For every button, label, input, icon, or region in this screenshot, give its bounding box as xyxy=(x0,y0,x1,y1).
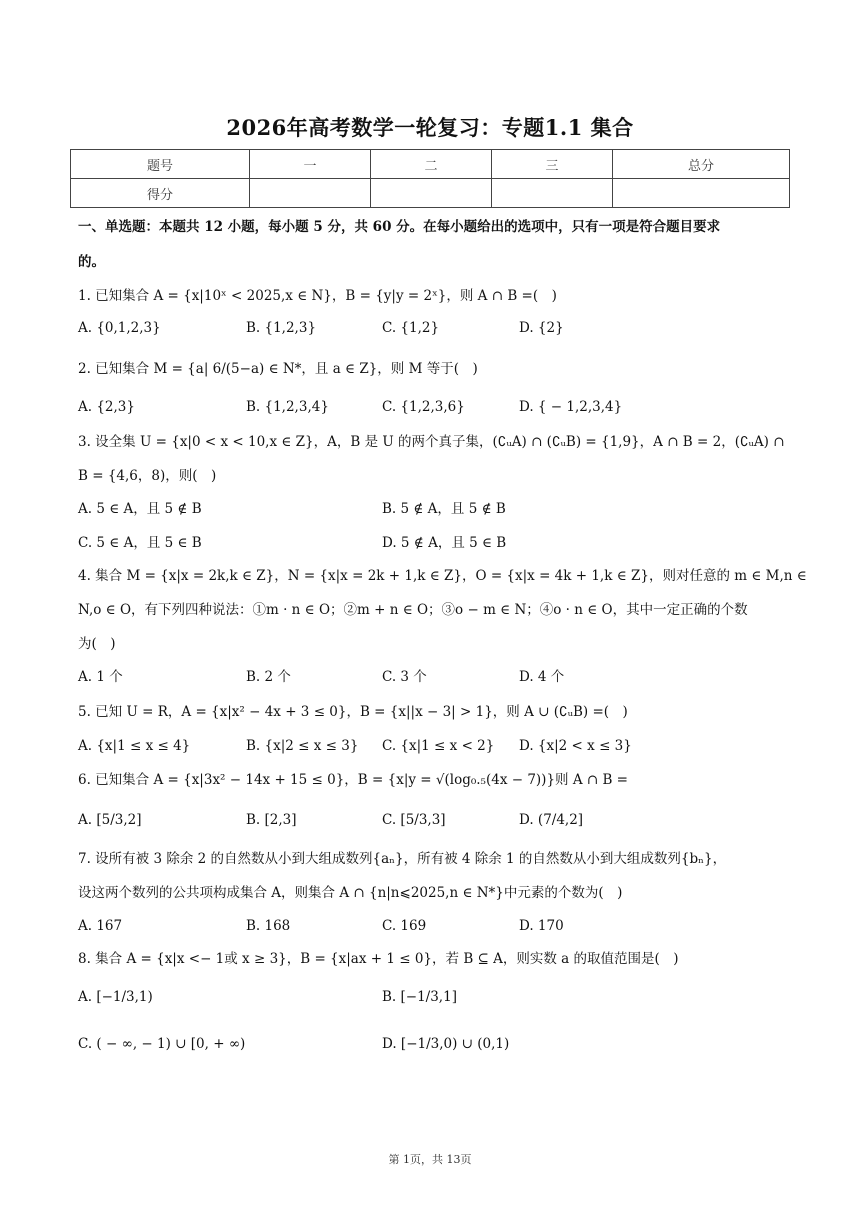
question-1-option-a: A. {0,1,2,3} xyxy=(78,320,161,336)
score-cell xyxy=(371,179,492,208)
question-7-option-a: A. 167 xyxy=(78,918,123,934)
question-3-stem-cont: B = {4,6，8)，则( ) xyxy=(78,468,217,484)
score-header-cell: 二 xyxy=(371,150,492,179)
question-5-option-b: B. {x|2 ≤ x ≤ 3} xyxy=(246,738,359,754)
question-1-option-d: D. {2} xyxy=(519,320,564,336)
question-3-option-d: D. 5 ∉ A，且 5 ∈ B xyxy=(382,535,507,551)
question-2-option-b: B. {1,2,3,4} xyxy=(246,399,329,415)
question-6-stem: 6. 已知集合 A = {x|3x² − 14x + 15 ≤ 0}，B = {x|y = √(log₀.₅(4x − 7))}则 A ∩ B = xyxy=(78,772,628,788)
question-2-option-a: A. {2,3} xyxy=(78,399,135,415)
score-row-label: 得分 xyxy=(71,179,250,208)
question-1-stem: 1. 已知集合 A = {x|10ˣ < 2025,x ∈ N}，B = {y|y = 2ˣ}，则 A ∩ B =( ) xyxy=(78,288,557,304)
question-7-stem: 7. 设所有被 3 除余 2 的自然数从小到大组成数列{aₙ}，所有被 4 除余 1 的自然数从小到大组成数列{bₙ}， xyxy=(78,851,727,867)
question-8-option-d: D. [−1/3,0) ∪ (0,1) xyxy=(382,1036,510,1052)
question-4-stem-cont: N,o ∈ O，有下列四种说法：①m · n ∈ O；②m + n ∈ O；③o − m ∈ N；④o · n ∈ O，其中一定正确的个数 xyxy=(78,602,748,618)
section-heading-cont: 的。 xyxy=(78,254,105,270)
question-4-stem: 4. 集合 M = {x|x = 2k,k ∈ Z}，N = {x|x = 2k + 1,k ∈ Z}，O = {x|x = 4k + 1,k ∈ Z}，则对任意的 m ∈ M,n ∈ xyxy=(78,568,807,584)
question-7-stem-cont: 设这两个数列的公共项构成集合 A，则集合 A ∩ {n|n⩽2025,n ∈ N*}中元素的个数为( ) xyxy=(78,885,623,901)
question-6-option-a: A. [5/3,2] xyxy=(78,812,142,828)
question-6-option-b: B. [2,3] xyxy=(246,812,297,828)
score-table xyxy=(70,149,790,208)
score-header-cell: 一 xyxy=(250,150,371,179)
question-6-option-d: D. (7/4,2] xyxy=(519,812,584,828)
question-7-option-b: B. 168 xyxy=(246,918,291,934)
question-2-option-c: C. {1,2,3,6} xyxy=(382,399,465,415)
question-3-option-a: A. 5 ∈ A，且 5 ∉ B xyxy=(78,501,202,517)
question-5-option-c: C. {x|1 ≤ x < 2} xyxy=(382,738,495,754)
question-7-option-d: D. 170 xyxy=(519,918,564,934)
question-1-option-b: B. {1,2,3} xyxy=(246,320,317,336)
score-header-cell: 三 xyxy=(492,150,613,179)
question-4-option-c: C. 3 个 xyxy=(382,669,427,685)
question-3-option-b: B. 5 ∉ A，且 5 ∉ B xyxy=(382,501,506,517)
question-6-option-c: C. [5/3,3] xyxy=(382,812,446,828)
question-4-stem-cont: 为( ) xyxy=(78,636,116,652)
question-4-option-d: D. 4 个 xyxy=(519,669,565,685)
question-8-option-c: C. ( − ∞, − 1) ∪ [0, + ∞) xyxy=(78,1036,246,1052)
score-cell xyxy=(492,179,613,208)
question-5-stem: 5. 已知 U = R，A = {x|x² − 4x + 3 ≤ 0}，B = {x||x − 3| > 1}，则 A ∪ (∁ᵤB) =( ) xyxy=(78,704,628,720)
score-header-cell: 总分 xyxy=(613,150,790,179)
question-7-option-c: C. 169 xyxy=(382,918,427,934)
score-cell xyxy=(613,179,790,208)
question-3-stem: 3. 设全集 U = {x|0 < x < 10,x ∈ Z}，A，B 是 U 的两个真子集，(∁ᵤA) ∩ (∁ᵤB) = {1,9}，A ∩ B = 2，(∁ᵤA) ∩ xyxy=(78,434,785,450)
question-2-option-d: D. { − 1,2,3,4} xyxy=(519,399,623,415)
question-4-option-a: A. 1 个 xyxy=(78,669,123,685)
question-8-stem: 8. 集合 A = {x|x <− 1或 x ≥ 3}，B = {x|ax + 1 ≤ 0}，若 B ⊆ A，则实数 a 的取值范围是( ) xyxy=(78,951,679,967)
question-5-option-d: D. {x|2 < x ≤ 3} xyxy=(519,738,632,754)
score-table-row xyxy=(71,179,790,208)
score-header-cell: 题号 xyxy=(71,150,250,179)
page-footer: 第 1页，共 13页 xyxy=(388,1153,472,1166)
question-8-option-a: A. [−1/3,1) xyxy=(78,989,153,1005)
question-3-option-c: C. 5 ∈ A，且 5 ∈ B xyxy=(78,535,202,551)
question-8-option-b: B. [−1/3,1] xyxy=(382,989,457,1005)
section-heading: 一、单选题：本题共 12 小题，每小题 5 分，共 60 分。在每小题给出的选项中，只有一项是符合题目要求 xyxy=(78,219,721,235)
question-4-option-b: B. 2 个 xyxy=(246,669,291,685)
question-2-stem: 2. 已知集合 M = {a| 6/(5−a) ∈ N*，且 a ∈ Z}，则 M 等于( ) xyxy=(78,361,478,377)
score-cell xyxy=(250,179,371,208)
question-5-option-a: A. {x|1 ≤ x ≤ 4} xyxy=(78,738,191,754)
question-1-option-c: C. {1,2} xyxy=(382,320,440,336)
score-table-header-row xyxy=(71,150,790,179)
page-title: 2026年高考数学一轮复习：专题1.1 集合 xyxy=(226,115,634,140)
